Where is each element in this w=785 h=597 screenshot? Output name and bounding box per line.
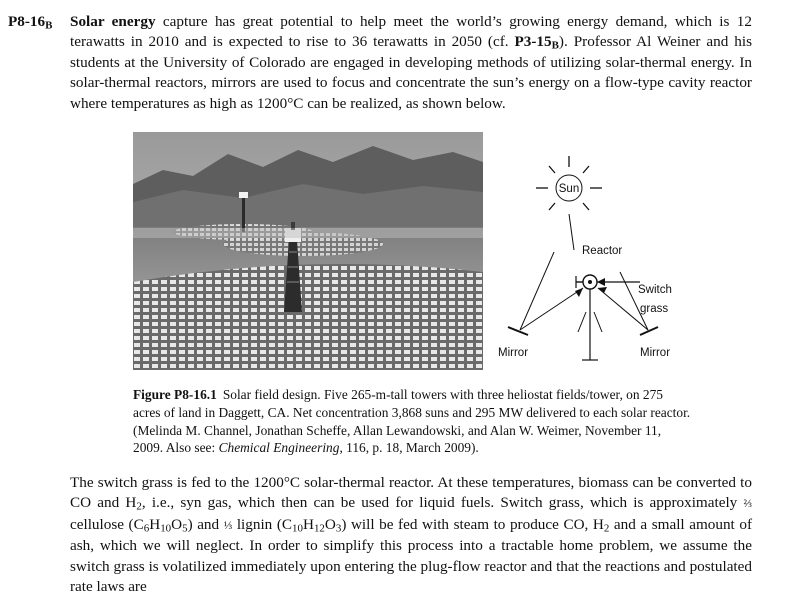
problem-number: $P8-16_B$ xyxy=(8,13,53,32)
solar-reactor-diagram xyxy=(490,152,690,374)
mirror-left-icon xyxy=(508,327,528,335)
journal-title: Chemical Engineering xyxy=(218,440,340,456)
sun-label: Sun xyxy=(558,183,580,195)
reactor-label: Reactor xyxy=(582,245,623,257)
problem-reference: $P3-15_B$ xyxy=(514,33,559,53)
mirror-right-icon xyxy=(640,327,658,335)
solar-field-photo xyxy=(133,132,483,370)
body-paragraph: The switch grass is fed to the 1200°C solar-thermal reactor. At these temperatures, biomass can be converted to CO and $H_2$, i.e., syn gas, which then can be used for liquid fuels. Switch grass, which is approximately ⅔ cellulose $(C_6H_{10}O_5)$ and ⅓ lignin $(C_{10}H_{12}O_3)$ will be fed with steam to produce CO, $H_2$ and a small amount of ash, which we will neglect. In order to simplify this process into a tractable home problem, we assume the switch grass is volatilized immediately upon entering the plug-flow reactor and that the reactions and postulated rate laws are xyxy=(70,474,752,596)
problem-intro: $P8-16_B$ Solar energy capture has great potential to help meet the world’s growing energy demand, which is 12 terawatts in 2010 and is expected to rise to 36 terawatts in 2050 (cf. $P3-15_B$). Professor Al Weiner and his students at the University of Colorado are engaged in developing methods of utilizing solar-thermal energy. In solar-thermal reactors, mirrors are used to focus and concentrate the sun’s energy on a flow-type cavity reactor where temperatures as high as 1200°C can be realized, as shown below. xyxy=(8,13,753,112)
figure-caption: Figure P8-16.1 Solar field design. Five 265-m-tall towers with three heliostat fields/tower, on 275 acres of land in Daggett, CA. Net concentration 3,868 suns and 295 MW delivered to each solar reactor. (Melinda M. Channel, Jonathan Scheffe, Allan Lewandowski, and Alan W. Weimer, November 11, 2009. Also see: Chemical Engineering, 116, p. 18, March 2009). xyxy=(133,387,691,456)
grass-label: grass xyxy=(640,303,669,315)
mirror-left-label: Mirror xyxy=(498,347,529,359)
figure-number: Figure P8-16.1 xyxy=(133,387,217,402)
problem-bold-start: Solar energy xyxy=(70,13,156,30)
mirror-right-label: Mirror xyxy=(640,347,671,359)
switch-label: Switch xyxy=(638,284,672,296)
